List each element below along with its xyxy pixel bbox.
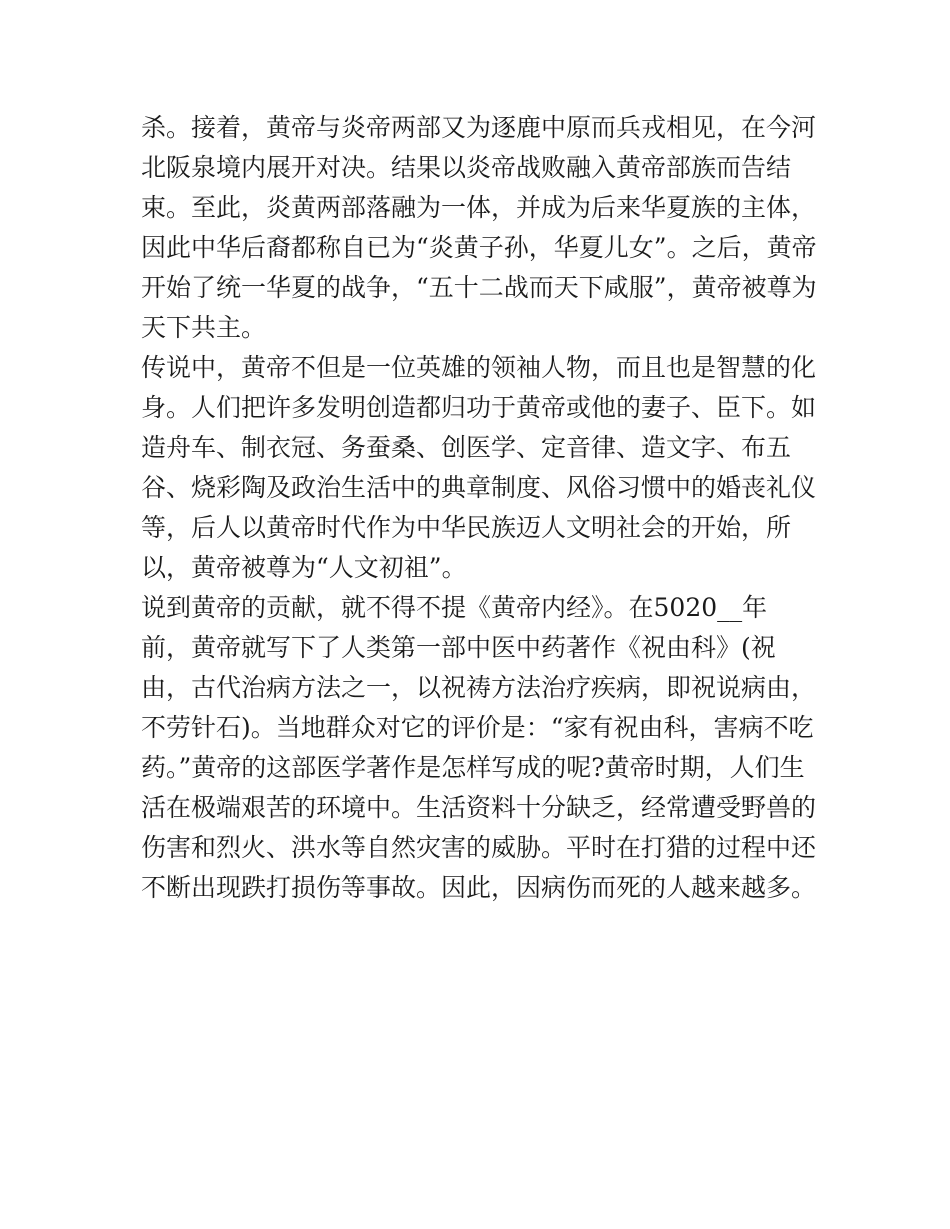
text-line: 活在极端艰苦的环境中。生活资料十分缺乏，经常遭受野兽的 (141, 793, 817, 822)
text-line: 前，黄帝就写下了人类第一部中医中药著作《祝由科》(祝 (141, 633, 776, 662)
text-line: 因此中华后裔都称自已为“炎黄子孙，华夏儿女”。之后，黄帝 (141, 233, 817, 262)
text-line: 由，古代治病方法之一，以祝祷方法治疗疾病，即祝说病由， (141, 673, 817, 702)
text-line: 不劳针石)。当地群众对它的评价是：“家有祝由科，害病不吃 (141, 713, 814, 742)
text-line: 谷、烧彩陶及政治生活中的典章制度、风俗习惯中的婚丧礼仪 (141, 473, 817, 502)
text-line: 杀。接着，黄帝与炎帝两部又为逐鹿中原而兵戎相见，在今河 (141, 113, 817, 142)
text-line: 北阪泉境内展开对决。结果以炎帝战败融入黄帝部族而告结 (141, 153, 792, 182)
text-line: 束。至此，炎黄两部落融为一体，并成为后来华夏族的主体， (141, 193, 817, 222)
text-line: 伤害和烈火、洪水等自然灾害的威胁。平时在打猎的过程中还 (141, 833, 817, 862)
text-line: 等，后人以黄帝时代作为中华民族迈人文明社会的开始，所 (141, 513, 792, 542)
text-line: 开始了统一华夏的战争，“五十二战而天下咸服”，黄帝被尊为 (141, 273, 817, 302)
text-line: 以，黄帝被尊为“人文初祖”。 (141, 553, 467, 582)
text-line: 造舟车、制衣冠、务蚕桑、创医学、定音律、造文字、布五 (141, 433, 792, 462)
text-line: 身。人们把许多发明创造都归功于黄帝或他的妻子、臣下。如 (141, 393, 817, 422)
text-line: 天下共主。 (141, 313, 267, 342)
text-line: 传说中，黄帝不但是一位英雄的领袖人物，而且也是智慧的化 (141, 353, 817, 382)
text-line: 不断出现跌打损伤等事故。因此，因病伤而死的人越来越多。 (141, 873, 817, 902)
text-line: 说到黄帝的贡献，就不得不提《黄帝内经》。在5020__年 (141, 593, 768, 622)
text-line: 药。”黄帝的这部医学著作是怎样写成的呢?黄帝时期，人们生 (141, 753, 805, 782)
document-body (141, 108, 821, 908)
